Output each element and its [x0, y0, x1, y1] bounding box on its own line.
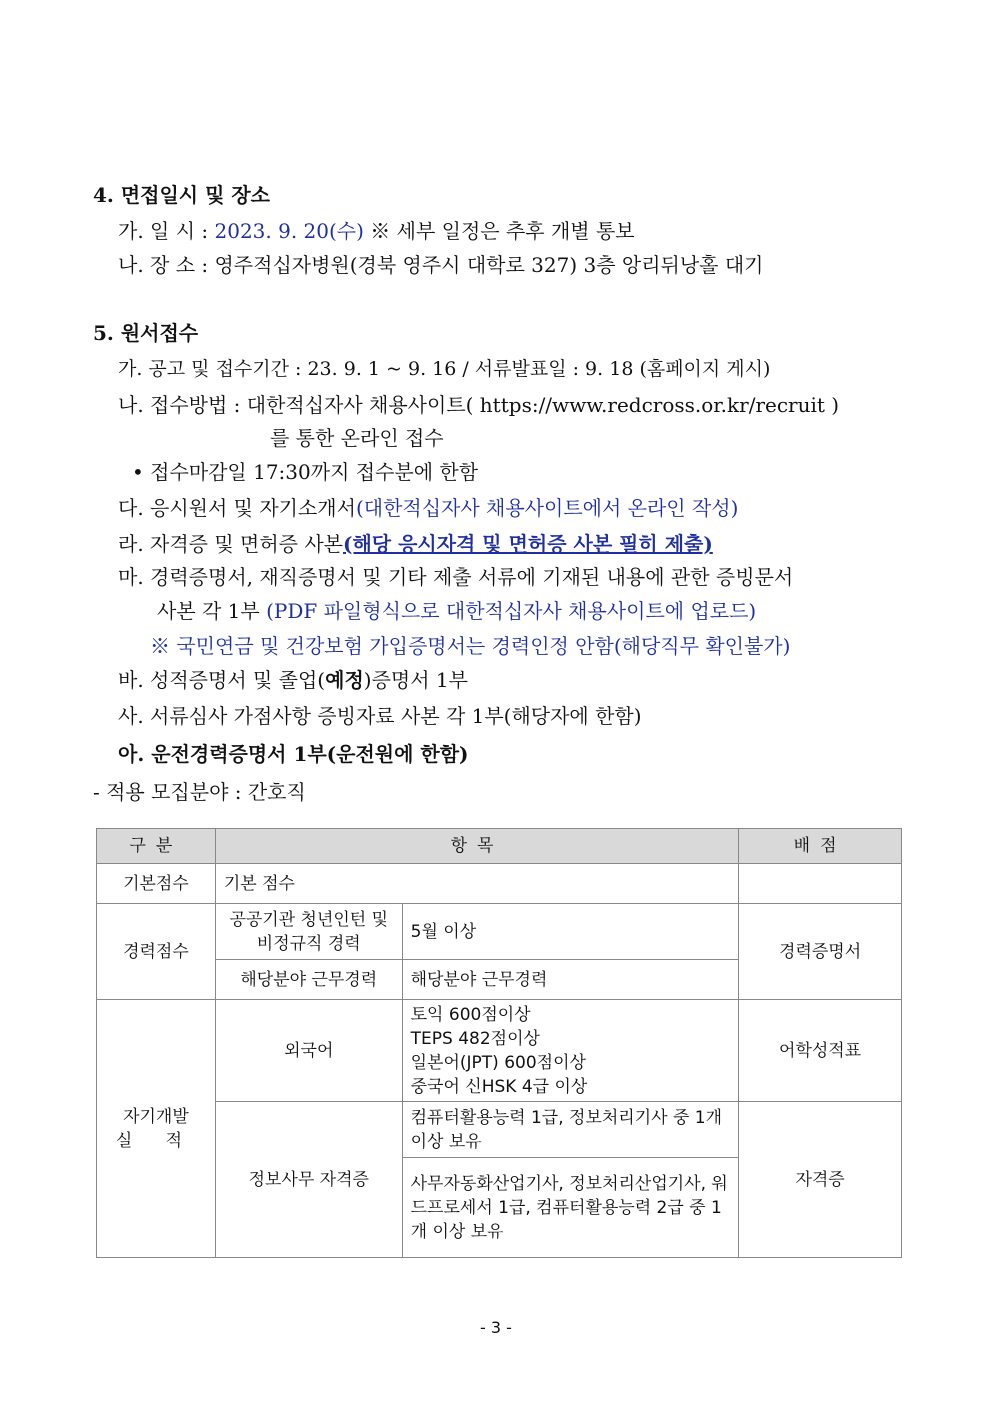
page-number: - 3 - [480, 1318, 512, 1337]
lang-hsk: 중국어 신HSK 4급 이상 [410, 1076, 588, 1097]
item-c [118, 494, 738, 522]
section-4-title: 4. 면접일시 및 장소 [93, 183, 271, 207]
application-method: 나. 접수방법 : 대한적십자사 채용사이트( https://www.redcross.or.kr/recruit ) [118, 393, 840, 417]
career-doc: 경력증명서 [739, 904, 902, 1000]
item-h: 아. 운전경력증명서 1부(운전원에 한함) [118, 742, 469, 766]
header-category: 구분 [97, 829, 216, 864]
lang-type: 외국어 [215, 1000, 402, 1102]
basic-score-item: 기본 점수 [215, 864, 738, 904]
lang-doc: 어학성적표 [739, 1000, 902, 1102]
self-dev-cat-1: 자기개발 [123, 1106, 189, 1127]
self-dev-cat [97, 1000, 216, 1258]
apply-field: - 적용 모집분야 : 간호직 [93, 780, 306, 804]
career-type-b: 해당분야 근무경력 [215, 960, 402, 1000]
score-table [96, 828, 902, 1258]
item-f [118, 666, 468, 694]
it-type: 정보사무 자격증 [215, 1102, 402, 1258]
lang-detail [402, 1000, 739, 1102]
lang-jpt: 일본어(JPT) 600점이상 [410, 1052, 586, 1073]
career-score-cat: 경력점수 [97, 904, 216, 1000]
item-c-note: (대한적십자사 채용사이트에서 온라인 작성) [355, 496, 739, 520]
item-d-note: (해당 응시자격 및 면허증 사본 필히 제출) [343, 532, 713, 556]
career-detail-a: 5월 이상 [402, 904, 739, 960]
basic-score-cat: 기본점수 [97, 864, 216, 904]
item-d-label: 라. 자격증 및 면허증 사본 [118, 532, 343, 556]
item-c-label: 다. 응시원서 및 자기소개서 [118, 496, 356, 520]
item-e-note: (PDF 파일형식으로 대한적십자사 채용사이트에 업로드) [266, 599, 757, 623]
item-d [118, 530, 713, 558]
lang-teps: TEPS 482점이상 [410, 1028, 540, 1049]
basic-score-doc [739, 864, 902, 904]
item-f-b: 예정 [325, 668, 364, 692]
pension-note: ※ 국민연금 및 건강보험 가입증명서는 경력인정 안함(해당직무 확인불가) [150, 634, 791, 658]
it-detail-b: 사무자동화산업기사, 정보처리산업기사, 워드프로세서 1급, 컴퓨터활용능력 2급 중 1개 이상 보유 [402, 1158, 739, 1258]
item-e-text: 사본 각 1부 [157, 599, 267, 623]
item-f-a: 바. 성적증명서 및 졸업( [118, 668, 326, 692]
career-detail-b: 해당분야 근무경력 [402, 960, 739, 1000]
self-dev-cat-2: 실 적 [115, 1130, 197, 1151]
section-5-title: 5. 원서접수 [93, 321, 199, 345]
date-note: ※ 세부 일정은 추후 개별 통보 [363, 219, 635, 243]
item-f-c: )증명서 1부 [363, 668, 468, 692]
header-score: 배점 [739, 829, 902, 864]
deadline-bullet: • 접수마감일 17:30까지 접수분에 한함 [132, 460, 479, 484]
header-item: 항목 [215, 829, 738, 864]
lang-toeic: 토익 600점이상 [410, 1004, 531, 1025]
interview-place: 나. 장 소 : 영주적십자병원(경북 영주시 대학로 327) 3층 앙리뒤낭홀 대기 [118, 253, 764, 277]
application-period: 가. 공고 및 접수기간 : 23. 9. 1 ~ 9. 16 / 서류발표일 : 9. 18 (홈페이지 게시) [118, 358, 771, 380]
it-doc: 자격증 [739, 1102, 902, 1258]
it-detail-a: 컴퓨터활용능력 1급, 정보처리기사 중 1개 이상 보유 [402, 1102, 739, 1158]
item-e-line2 [157, 597, 756, 625]
career-type-a: 공공기관 청년인턴 및 비정규직 경력 [215, 904, 402, 960]
interview-date [118, 217, 635, 245]
item-g: 사. 서류심사 가점사항 증빙자료 사본 각 1부(해당자에 한함) [118, 704, 642, 728]
date-label: 가. 일 시 : [118, 219, 215, 243]
application-method-cont: 를 통한 온라인 접수 [270, 426, 444, 450]
item-e-line1: 마. 경력증명서, 재직증명서 및 기타 제출 서류에 기재된 내용에 관한 증빙문서 [118, 565, 794, 589]
date-value: 2023. 9. 20(수) [214, 219, 364, 243]
